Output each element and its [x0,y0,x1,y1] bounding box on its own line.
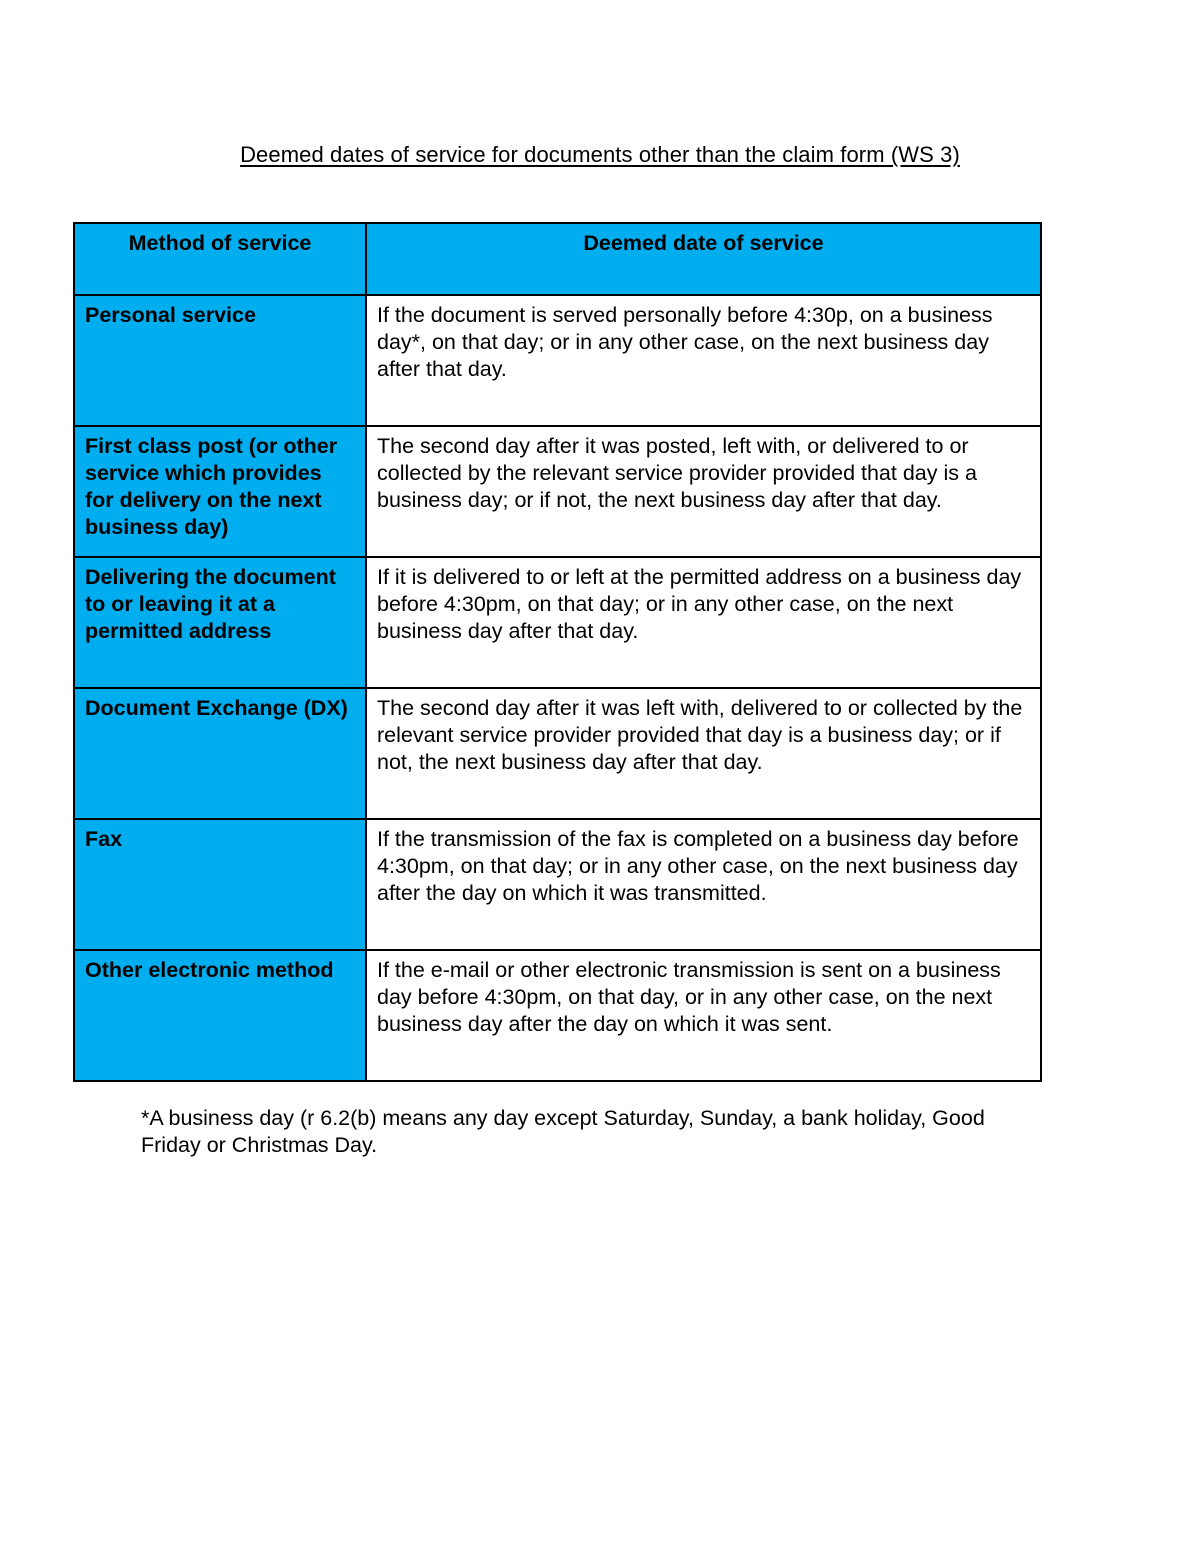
deemed-date-cell: If the transmission of the fax is completed on a business day before 4:30pm, on that day; or in any other case, on the next business day after the day on which it was transmitted. [366,819,1041,950]
deemed-date-cell: If the document is served personally before 4:30p, on a business day*, on that day; or in any other case, on the next business day after that day. [366,295,1041,426]
method-cell: Document Exchange (DX) [74,688,366,819]
table-row [74,819,1041,950]
deemed-date-cell: The second day after it was left with, delivered to or collected by the relevant service provider provided that day is a business day; or if not, the next business day after that day. [366,688,1041,819]
method-cell: Fax [74,819,366,950]
column-header-deemed-date: Deemed date of service [366,223,1041,295]
deemed-service-table [73,222,1042,1082]
table-row [74,950,1041,1081]
method-cell: Other electronic method [74,950,366,1081]
table-row [74,557,1041,688]
table-row [74,295,1041,426]
table-row [74,688,1041,819]
page-title: Deemed dates of service for documents other than the claim form (WS 3) [240,142,960,167]
deemed-date-cell: If the e-mail or other electronic transmission is sent on a business day before 4:30pm, on that day, or in any other case, on the next business day after the day on which it was sent. [366,950,1041,1081]
method-cell: Personal service [74,295,366,426]
method-cell: First class post (or other service which provides for delivery on the next business day) [74,426,366,557]
column-header-method: Method of service [74,223,366,295]
footnote: *A business day (r 6.2(b) means any day except Saturday, Sunday, a bank holiday, Good Friday or Christmas Day. [141,1106,985,1157]
table-row [74,426,1041,557]
deemed-date-cell: The second day after it was posted, left with, or delivered to or collected by the relevant service provider provided that day is a business day; or if not, the next business day after that day. [366,426,1041,557]
deemed-date-cell: If it is delivered to or left at the permitted address on a business day before 4:30pm, on that day; or in any other case, on the next business day after that day. [366,557,1041,688]
method-cell: Delivering the document to or leaving it at a permitted address [74,557,366,688]
table-header-row [74,223,1041,295]
